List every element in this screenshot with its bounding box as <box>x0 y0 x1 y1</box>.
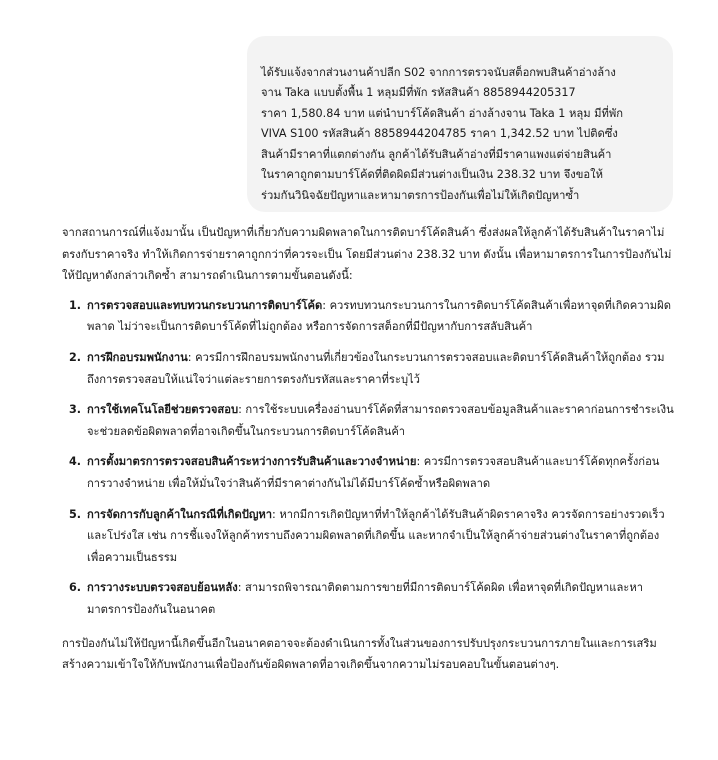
user-message-text: ได้รับแจ้งจากส่วนงานค้าปลีก S02 จากการตรวจนับสต็อกพบสินค้าอ่างล้าง จาน Taka แบบตั้งพื้น 1 หลุมมีที่พัก รหัสสินค้า 8858944205317 ราคา 1,580.84 บาท แต่นำบาร์โค้ดสินค้า อ่างล้างจาน Taka 1 หลุม มีที่พัก VIVA S100 รหัสสินค้า 8858944204785 ราคา 1,342.52 บาท ไปติดซึ่ง สินค้ามีราคาที่แตกต่างกัน ลูกค้าได้รับสินค้าอ่างที่มีราคาแพงแต่จ่ายสินค้า ในราคาถูกตามบาร์โค้ดที่ติดผิดมีส่วนต่างเป็นเงิน 238.32 บาท จึงขอให้ ร่วมกันวินิจฉัยปัญหาและหามาตรการป้องกันเพื่อไม่ให้เกิดปัญหาซ้ำ <box>261 65 624 202</box>
assistant-closing-paragraph: การป้องกันไม่ให้ปัญหานี้เกิดขึ้นอีกในอนาคตอาจจะต้องดำเนินการทั้งในส่วนของการปรับปรุงกระบวนการภายในและการเสริมสร้างความเข้าใจให้กับพนักงานเพื่อป้องกันข้อผิดพลาดที่อาจเกิดขึ้นจากความไม่รอบคอบในขั้นตอนต่างๆ. <box>62 636 657 672</box>
assistant-intro-paragraph: จากสถานการณ์ที่แจ้งมานั้น เป็นปัญหาที่เกี่ยวกับความผิดพลาดในการติดบาร์โค้ดสินค้า ซึ่งส่งผลให้ลูกค้าได้รับสินค้าในราคาไม่ตรงกับราคาจริง ทำให้เกิดการจ่ายราคาถูกกว่าที่ควรจะเป็น โดยมีส่วนต่าง 238.32 บาท ดังนั้น เพื่อหามาตรการในการป้องกันไม่ให้ปัญหาดังกล่าวเกิดซ้ำ สามารถดำเนินการตามขั้นตอนดังนี้: <box>62 226 672 283</box>
list-item-text: : ควรมีการตรวจสอบสินค้าและบาร์โค้ดทุกครั้งก่อนการวางจำหน่าย เพื่อให้มั่นใจว่าสินค้าที่มีราคาต่างกันไม่ได้มีบาร์โค้ดซ้ำหรือผิดพลาด <box>87 455 660 490</box>
list-item <box>62 399 674 442</box>
list-item-title: การฝึกอบรมพนักงาน <box>87 350 188 364</box>
list-item-text: : หากมีการเกิดปัญหาที่ทำให้ลูกค้าได้รับสินค้าผิดราคาจริง ควรจัดการอย่างรวดเร็วและโปร่งใส เช่น การชี้แจงให้ลูกค้าทราบถึงความผิดพลาดที่เกิดขึ้น และหากจำเป็นให้ลูกค้าจ่ายส่วนต่างในราคาที่ถูกต้องเพื่อความเป็นธรรม <box>87 507 665 564</box>
list-item <box>62 577 674 620</box>
list-item-number: 6. <box>69 581 82 595</box>
list-item-title: การวางระบบตรวจสอบย้อนหลัง <box>87 581 238 595</box>
list-item-number: 4. <box>69 455 82 469</box>
list-item-number: 2. <box>69 350 82 364</box>
list-item <box>62 451 674 494</box>
list-item-title: การจัดการกับลูกค้าในกรณีที่เกิดปัญหา <box>87 507 273 521</box>
measures-list <box>62 295 674 621</box>
list-item-title: การใช้เทคโนโลยีช่วยตรวจสอบ <box>87 403 239 417</box>
list-item-number: 3. <box>69 403 82 417</box>
list-item-text: : การใช้ระบบเครื่องอ่านบาร์โค้ดที่สามารถตรวจสอบข้อมูลสินค้าและราคาก่อนการชำระเงิน จะช่วยลดข้อผิดพลาดที่อาจเกิดขึ้นในกระบวนการติดบาร์โค้ดสินค้า <box>87 403 674 438</box>
assistant-message <box>62 222 674 676</box>
list-item <box>62 347 674 390</box>
list-item <box>62 504 674 569</box>
user-message-bubble <box>247 36 673 212</box>
list-item-text: : สามารถพิจารณาติดตามการขายที่มีการติดบาร์โค้ดผิด เพื่อหาจุดที่เกิดปัญหาและหามาตรการป้องกันในอนาคต <box>87 581 643 616</box>
list-item-title: การตั้งมาตรการตรวจสอบสินค้าระหว่างการรับสินค้าและวางจำหน่าย <box>87 455 417 469</box>
list-item-title: การตรวจสอบและทบทวนกระบวนการติดบาร์โค้ด <box>87 298 323 312</box>
list-item-text: : ควรมีการฝึกอบรมพนักงานที่เกี่ยวข้องในกระบวนการตรวจสอบและติดบาร์โค้ดสินค้าให้ถูกต้อง รวมถึงการตรวจสอบให้แน่ใจว่าแต่ละรายการตรงกับรหัสและราคาที่ระบุไว้ <box>87 350 665 386</box>
list-item-text: : ควรทบทวนกระบวนการในการติดบาร์โค้ดสินค้าเพื่อหาจุดที่เกิดความผิดพลาด ไม่ว่าจะเป็นการติดบาร์โค้ดที่ไม่ถูกต้อง หรือการจัดการสต็อกที่มีปัญหากับการสลับสินค้า <box>87 298 671 334</box>
list-item-number: 1. <box>69 298 82 312</box>
list-item-number: 5. <box>69 507 82 521</box>
list-item <box>62 295 674 338</box>
